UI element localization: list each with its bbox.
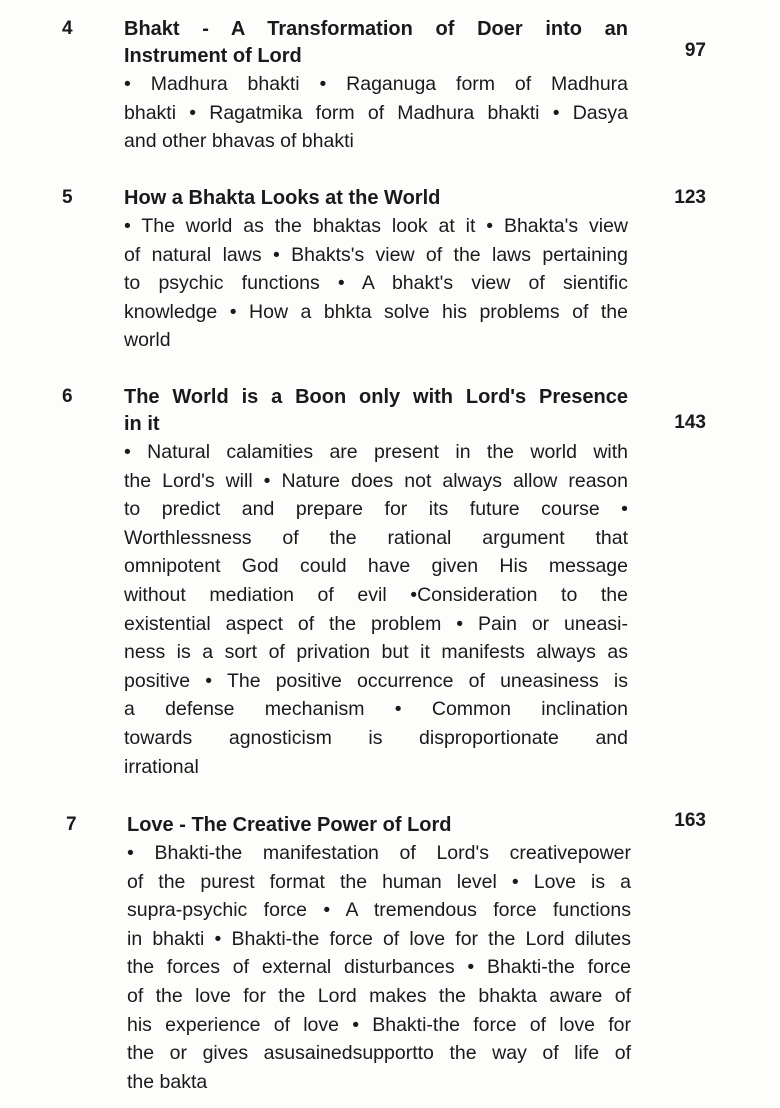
chapter-summary-line: world: [124, 329, 171, 352]
chapter-summary-line: Worthlessness of the rational argument that: [124, 526, 628, 549]
chapter-summary-line: existential aspect of the problem • Pain or uneasi-: [124, 612, 628, 635]
chapter-summary-line: of natural laws • Bhakts's view of the laws pertaining: [124, 243, 628, 266]
chapter-summary-line: knowledge • How a bhkta solve his problems of the: [124, 300, 628, 323]
chapter-content: [124, 185, 628, 355]
chapter-summary-line: to psychic functions • A bhakt's view of sientific: [124, 272, 628, 295]
chapter-title-line: The World is a Boon only with Lord's Presence: [124, 386, 628, 408]
page-number: 163: [674, 810, 706, 831]
chapter-title-line: Instrument of Lord: [124, 45, 302, 67]
chapter-content: [124, 16, 628, 156]
chapter-summary-line: the Lord's will • Nature does not always allow reason: [124, 469, 628, 492]
chapter-summary-line: of the purest format the human level • Love is a: [127, 870, 631, 893]
chapter-summary-line: the or gives asusainedsupportto the way of life of: [127, 1042, 631, 1065]
chapter-summary-line: positive • The positive occurrence of uneasiness is: [124, 669, 628, 692]
chapter-summary-line: towards agnosticism is disproportionate and: [124, 726, 628, 749]
chapter-summary-line: a defense mechanism • Common inclination: [124, 698, 628, 721]
chapter-summary-line: supra-psychic force • A tremendous force functions: [127, 899, 631, 922]
chapter-summary-line: irrational: [124, 755, 199, 778]
chapter-title-line: Love - The Creative Power of Lord: [127, 814, 452, 836]
chapter-summary-line: ness is a sort of privation but it manifests always as: [124, 641, 628, 664]
chapter-summary-line: omnipotent God could have given His message: [124, 555, 628, 578]
chapter-content: [127, 812, 631, 1096]
chapter-summary-line: and other bhavas of bhakti: [124, 130, 354, 153]
chapter-summary-line: the bakta: [127, 1070, 208, 1093]
chapter-title-line: How a Bhakta Looks at the World: [124, 187, 441, 209]
chapter-summary-line: of the love for the Lord makes the bhakta aware of: [127, 984, 631, 1007]
page-number: 97: [684, 40, 706, 61]
chapter-summary-line: • Natural calamities are present in the world with: [124, 441, 628, 463]
page-number: 123: [674, 187, 706, 208]
chapter-content: [124, 384, 628, 781]
chapter-summary-line: the forces of external disturbances • Bhakti-the force: [127, 956, 631, 979]
chapter-summary-line: • Madhura bhakti • Raganuga form of Madhura: [124, 73, 628, 95]
chapter-summary-line: • Bhakti-the manifestation of Lord's creativepower: [127, 842, 631, 864]
chapter-summary-line: bhakti • Ragatmika form of Madhura bhakti • Dasya: [124, 101, 628, 124]
chapter-summary-line: without mediation of evil •Consideration to the: [124, 583, 628, 606]
chapter-summary-line: • The world as the bhaktas look at it • Bhakta's view: [124, 215, 628, 237]
chapter-number: 7: [66, 814, 77, 835]
chapter-title-line: in it: [124, 413, 160, 435]
chapter-number: 4: [62, 18, 73, 39]
chapter-number: 6: [62, 386, 73, 407]
chapter-summary-line: to predict and prepare for its future course •: [124, 498, 628, 521]
chapter-summary-line: in bhakti • Bhakti-the force of love for the Lord dilutes: [127, 927, 631, 950]
page-number: 143: [674, 412, 706, 433]
chapter-number: 5: [62, 187, 73, 208]
chapter-title-line: Bhakt - A Transformation of Doer into an: [124, 18, 628, 40]
chapter-summary-line: his experience of love • Bhakti-the force of love for: [127, 1013, 631, 1036]
